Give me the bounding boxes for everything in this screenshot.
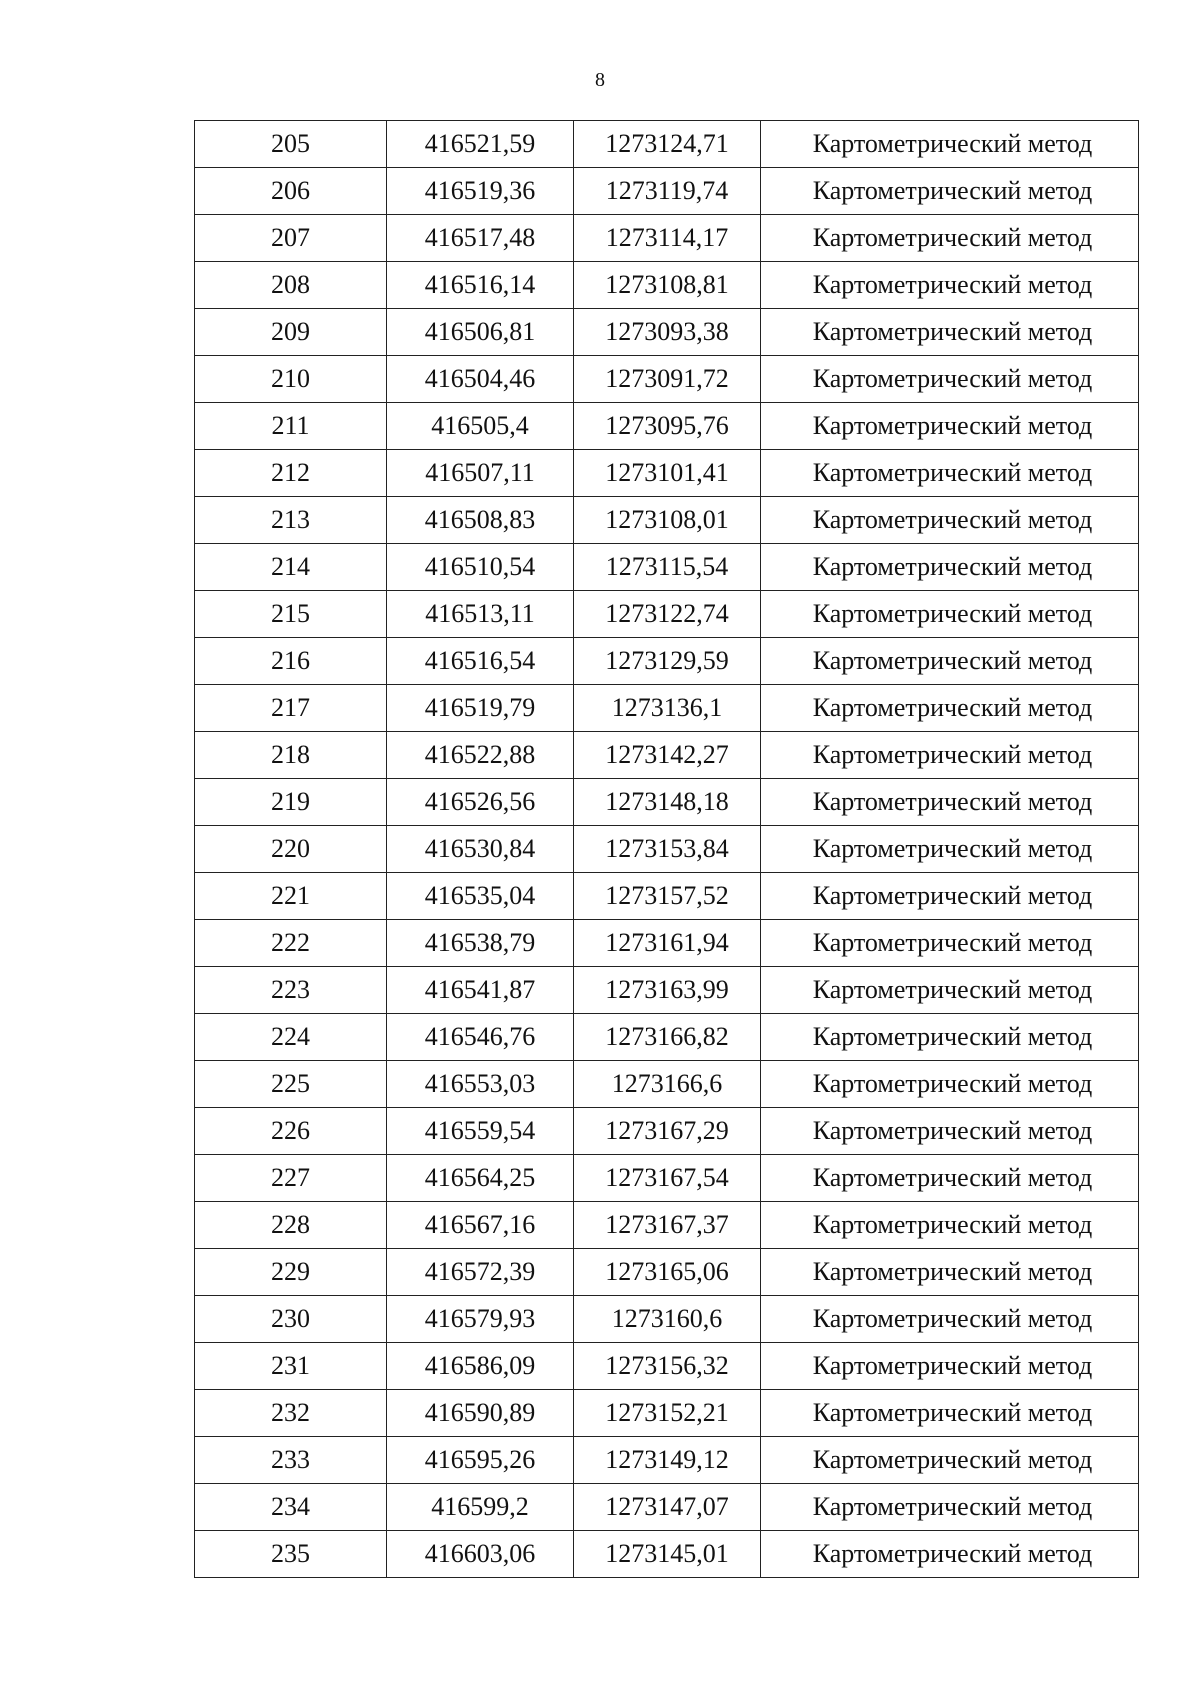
- table-row: [195, 450, 1139, 497]
- point-number-cell: 232: [195, 1390, 387, 1437]
- y-coordinate-cell: 1273145,01: [574, 1531, 761, 1578]
- table-row: [195, 873, 1139, 920]
- x-coordinate-cell: 416590,89: [387, 1390, 574, 1437]
- x-coordinate-cell: 416538,79: [387, 920, 574, 967]
- y-coordinate-cell: 1273156,32: [574, 1343, 761, 1390]
- x-coordinate-cell: 416579,93: [387, 1296, 574, 1343]
- method-cell: Картометрический метод: [761, 920, 1139, 967]
- table-row: [195, 826, 1139, 873]
- method-cell: Картометрический метод: [761, 826, 1139, 873]
- x-coordinate-cell: 416521,59: [387, 121, 574, 168]
- x-coordinate-cell: 416564,25: [387, 1155, 574, 1202]
- method-cell: Картометрический метод: [761, 1155, 1139, 1202]
- table-row: [195, 121, 1139, 168]
- method-cell: Картометрический метод: [761, 591, 1139, 638]
- y-coordinate-cell: 1273142,27: [574, 732, 761, 779]
- method-cell: Картометрический метод: [761, 168, 1139, 215]
- method-cell: Картометрический метод: [761, 967, 1139, 1014]
- point-number-cell: 214: [195, 544, 387, 591]
- x-coordinate-cell: 416546,76: [387, 1014, 574, 1061]
- method-cell: Картометрический метод: [761, 638, 1139, 685]
- point-number-cell: 231: [195, 1343, 387, 1390]
- y-coordinate-cell: 1273148,18: [574, 779, 761, 826]
- x-coordinate-cell: 416541,87: [387, 967, 574, 1014]
- point-number-cell: 229: [195, 1249, 387, 1296]
- table-row: [195, 591, 1139, 638]
- point-number-cell: 221: [195, 873, 387, 920]
- x-coordinate-cell: 416586,09: [387, 1343, 574, 1390]
- table-row: [195, 215, 1139, 262]
- method-cell: Картометрический метод: [761, 309, 1139, 356]
- method-cell: Картометрический метод: [761, 1249, 1139, 1296]
- x-coordinate-cell: 416595,26: [387, 1437, 574, 1484]
- table-row: [195, 168, 1139, 215]
- y-coordinate-cell: 1273160,6: [574, 1296, 761, 1343]
- y-coordinate-cell: 1273122,74: [574, 591, 761, 638]
- point-number-cell: 213: [195, 497, 387, 544]
- x-coordinate-cell: 416535,04: [387, 873, 574, 920]
- y-coordinate-cell: 1273167,54: [574, 1155, 761, 1202]
- method-cell: Картометрический метод: [761, 403, 1139, 450]
- y-coordinate-cell: 1273095,76: [574, 403, 761, 450]
- method-cell: Картометрический метод: [761, 1390, 1139, 1437]
- x-coordinate-cell: 416553,03: [387, 1061, 574, 1108]
- y-coordinate-cell: 1273124,71: [574, 121, 761, 168]
- method-cell: Картометрический метод: [761, 450, 1139, 497]
- method-cell: Картометрический метод: [761, 1061, 1139, 1108]
- method-cell: Картометрический метод: [761, 1484, 1139, 1531]
- table-row: [195, 967, 1139, 1014]
- y-coordinate-cell: 1273163,99: [574, 967, 761, 1014]
- point-number-cell: 227: [195, 1155, 387, 1202]
- point-number-cell: 207: [195, 215, 387, 262]
- table-row: [195, 544, 1139, 591]
- point-number-cell: 235: [195, 1531, 387, 1578]
- method-cell: Картометрический метод: [761, 1014, 1139, 1061]
- y-coordinate-cell: 1273093,38: [574, 309, 761, 356]
- point-number-cell: 228: [195, 1202, 387, 1249]
- x-coordinate-cell: 416516,14: [387, 262, 574, 309]
- table-row: [195, 497, 1139, 544]
- table-row: [195, 1014, 1139, 1061]
- method-cell: Картометрический метод: [761, 121, 1139, 168]
- table-row: [195, 1531, 1139, 1578]
- table-row: [195, 1437, 1139, 1484]
- y-coordinate-cell: 1273166,6: [574, 1061, 761, 1108]
- method-cell: Картометрический метод: [761, 1343, 1139, 1390]
- point-number-cell: 208: [195, 262, 387, 309]
- point-number-cell: 222: [195, 920, 387, 967]
- table-row: [195, 1202, 1139, 1249]
- y-coordinate-cell: 1273129,59: [574, 638, 761, 685]
- x-coordinate-cell: 416517,48: [387, 215, 574, 262]
- y-coordinate-cell: 1273149,12: [574, 1437, 761, 1484]
- method-cell: Картометрический метод: [761, 779, 1139, 826]
- point-number-cell: 230: [195, 1296, 387, 1343]
- point-number-cell: 225: [195, 1061, 387, 1108]
- x-coordinate-cell: 416508,83: [387, 497, 574, 544]
- y-coordinate-cell: 1273153,84: [574, 826, 761, 873]
- table-row: [195, 403, 1139, 450]
- x-coordinate-cell: 416516,54: [387, 638, 574, 685]
- table-row: [195, 1296, 1139, 1343]
- table-row: [195, 1343, 1139, 1390]
- y-coordinate-cell: 1273101,41: [574, 450, 761, 497]
- point-number-cell: 205: [195, 121, 387, 168]
- method-cell: Картометрический метод: [761, 215, 1139, 262]
- table-row: [195, 1390, 1139, 1437]
- y-coordinate-cell: 1273115,54: [574, 544, 761, 591]
- method-cell: Картометрический метод: [761, 356, 1139, 403]
- x-coordinate-cell: 416506,81: [387, 309, 574, 356]
- method-cell: Картометрический метод: [761, 544, 1139, 591]
- method-cell: Картометрический метод: [761, 262, 1139, 309]
- x-coordinate-cell: 416567,16: [387, 1202, 574, 1249]
- x-coordinate-cell: 416526,56: [387, 779, 574, 826]
- table-row: [195, 732, 1139, 779]
- coordinates-table: [194, 120, 1139, 1578]
- coordinates-table-body: [195, 121, 1139, 1578]
- point-number-cell: 234: [195, 1484, 387, 1531]
- y-coordinate-cell: 1273136,1: [574, 685, 761, 732]
- point-number-cell: 233: [195, 1437, 387, 1484]
- table-row: [195, 779, 1139, 826]
- point-number-cell: 224: [195, 1014, 387, 1061]
- point-number-cell: 206: [195, 168, 387, 215]
- method-cell: Картометрический метод: [761, 1531, 1139, 1578]
- x-coordinate-cell: 416519,36: [387, 168, 574, 215]
- point-number-cell: 223: [195, 967, 387, 1014]
- table-row: [195, 1155, 1139, 1202]
- table-row: [195, 920, 1139, 967]
- point-number-cell: 210: [195, 356, 387, 403]
- x-coordinate-cell: 416504,46: [387, 356, 574, 403]
- table-row: [195, 309, 1139, 356]
- x-coordinate-cell: 416507,11: [387, 450, 574, 497]
- point-number-cell: 219: [195, 779, 387, 826]
- point-number-cell: 220: [195, 826, 387, 873]
- y-coordinate-cell: 1273108,01: [574, 497, 761, 544]
- table-row: [195, 1249, 1139, 1296]
- x-coordinate-cell: 416505,4: [387, 403, 574, 450]
- table-row: [195, 685, 1139, 732]
- y-coordinate-cell: 1273167,37: [574, 1202, 761, 1249]
- x-coordinate-cell: 416603,06: [387, 1531, 574, 1578]
- x-coordinate-cell: 416530,84: [387, 826, 574, 873]
- point-number-cell: 217: [195, 685, 387, 732]
- table-row: [195, 1108, 1139, 1155]
- x-coordinate-cell: 416513,11: [387, 591, 574, 638]
- y-coordinate-cell: 1273165,06: [574, 1249, 761, 1296]
- y-coordinate-cell: 1273167,29: [574, 1108, 761, 1155]
- x-coordinate-cell: 416559,54: [387, 1108, 574, 1155]
- table-row: [195, 638, 1139, 685]
- x-coordinate-cell: 416519,79: [387, 685, 574, 732]
- method-cell: Картометрический метод: [761, 1108, 1139, 1155]
- y-coordinate-cell: 1273166,82: [574, 1014, 761, 1061]
- method-cell: Картометрический метод: [761, 873, 1139, 920]
- y-coordinate-cell: 1273161,94: [574, 920, 761, 967]
- x-coordinate-cell: 416522,88: [387, 732, 574, 779]
- point-number-cell: 215: [195, 591, 387, 638]
- x-coordinate-cell: 416510,54: [387, 544, 574, 591]
- method-cell: Картометрический метод: [761, 1296, 1139, 1343]
- y-coordinate-cell: 1273119,74: [574, 168, 761, 215]
- y-coordinate-cell: 1273108,81: [574, 262, 761, 309]
- table-row: [195, 1061, 1139, 1108]
- method-cell: Картометрический метод: [761, 1437, 1139, 1484]
- x-coordinate-cell: 416572,39: [387, 1249, 574, 1296]
- point-number-cell: 226: [195, 1108, 387, 1155]
- method-cell: Картометрический метод: [761, 497, 1139, 544]
- method-cell: Картометрический метод: [761, 685, 1139, 732]
- method-cell: Картометрический метод: [761, 732, 1139, 779]
- y-coordinate-cell: 1273147,07: [574, 1484, 761, 1531]
- y-coordinate-cell: 1273114,17: [574, 215, 761, 262]
- method-cell: Картометрический метод: [761, 1202, 1139, 1249]
- y-coordinate-cell: 1273157,52: [574, 873, 761, 920]
- page-number: 8: [595, 69, 605, 91]
- y-coordinate-cell: 1273091,72: [574, 356, 761, 403]
- point-number-cell: 212: [195, 450, 387, 497]
- y-coordinate-cell: 1273152,21: [574, 1390, 761, 1437]
- point-number-cell: 218: [195, 732, 387, 779]
- point-number-cell: 211: [195, 403, 387, 450]
- point-number-cell: 209: [195, 309, 387, 356]
- table-row: [195, 262, 1139, 309]
- point-number-cell: 216: [195, 638, 387, 685]
- table-row: [195, 356, 1139, 403]
- table-row: [195, 1484, 1139, 1531]
- x-coordinate-cell: 416599,2: [387, 1484, 574, 1531]
